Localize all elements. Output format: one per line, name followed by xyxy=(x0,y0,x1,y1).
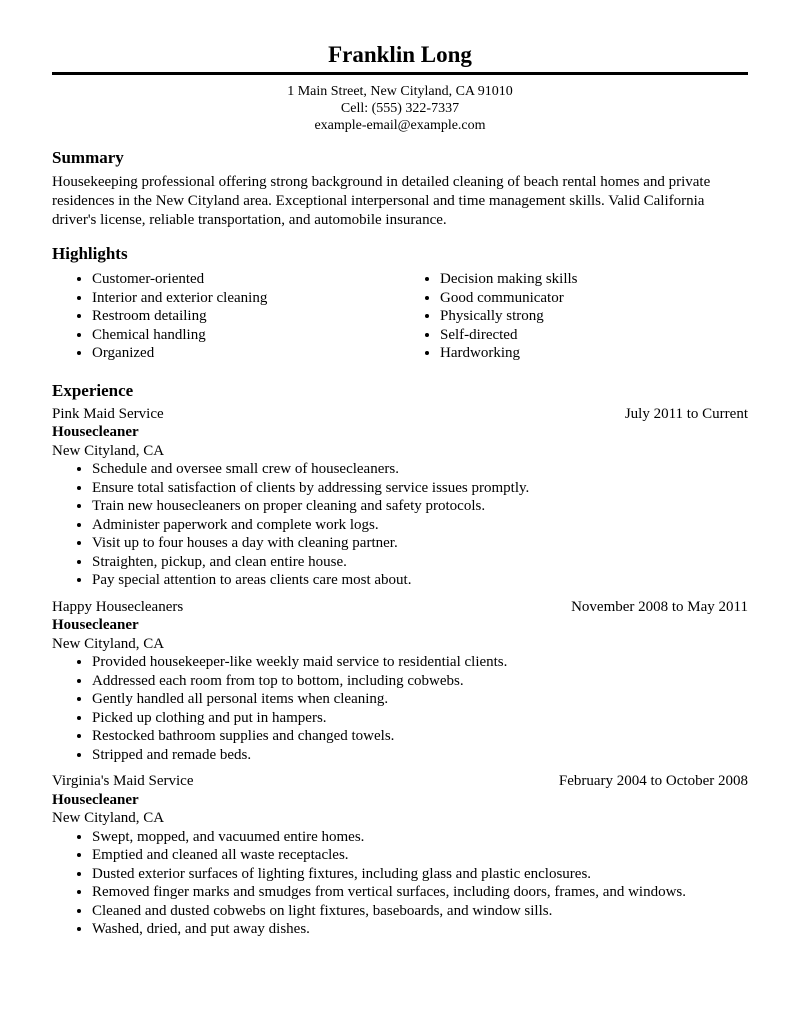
job-bullet: • Straighten, pickup, and clean entire house. xyxy=(92,553,748,572)
job-bullet-list xyxy=(52,653,748,764)
job-bullet: • Stripped and remade beds. xyxy=(92,746,748,765)
job-bullet: • Picked up clothing and put in hampers. xyxy=(92,709,748,728)
contact-block xyxy=(52,83,748,134)
highlight-item: • Self-directed xyxy=(440,326,748,345)
job-location: New Cityland, CA xyxy=(52,442,165,459)
job-entry xyxy=(52,405,748,590)
job-bullet: • Removed finger marks and smudges from vertical surfaces, including doors, frames, and windows. xyxy=(92,883,748,902)
job-company: Virginia's Maid Service xyxy=(52,773,194,790)
job-bullet: • Gently handled all personal items when cleaning. xyxy=(92,690,748,709)
summary-heading: Summary xyxy=(52,148,124,168)
job-company: Pink Maid Service xyxy=(52,405,164,422)
job-dates: July 2011 to Current xyxy=(624,405,748,422)
highlight-item: • Chemical handling xyxy=(92,326,400,345)
job-location: New Cityland, CA xyxy=(52,635,165,652)
job-dates: November 2008 to May 2011 xyxy=(571,598,748,615)
contact-email: example-email@example.com xyxy=(314,118,486,134)
job-title: Housecleaner xyxy=(52,617,139,634)
job-entry xyxy=(52,598,748,765)
experience-section xyxy=(52,381,748,939)
highlight-item: • Organized xyxy=(92,344,400,363)
highlight-item: • Hardworking xyxy=(440,344,748,363)
header-divider xyxy=(52,72,748,75)
job-bullet: • Schedule and oversee small crew of housecleaners. xyxy=(92,460,748,479)
job-bullet: • Swept, mopped, and vacuumed entire homes. xyxy=(92,828,748,847)
job-header-row xyxy=(52,598,748,617)
job-bullet: • Provided housekeeper-like weekly maid service to residential clients. xyxy=(92,653,748,672)
highlights-section xyxy=(52,244,748,367)
job-bullet: • Cleaned and dusted cobwebs on light fixtures, baseboards, and window sills. xyxy=(92,902,748,921)
job-bullet: • Restocked bathroom supplies and changed towels. xyxy=(92,727,748,746)
experience-heading: Experience xyxy=(52,380,134,400)
job-bullet: • Emptied and cleaned all waste receptacles. xyxy=(92,846,748,865)
job-bullet-list xyxy=(52,460,748,590)
summary-section xyxy=(52,148,748,229)
job-title: Housecleaner xyxy=(52,424,139,441)
job-dates: February 2004 to October 2008 xyxy=(558,773,748,790)
summary-text: Housekeeping professional offering strong background in detailed cleaning of beach rental homes and private residences in the New Cityland area. Exceptional interpersonal and time management skills. Valid California driver's license, reliable transportation, and automobile insurance. xyxy=(52,173,711,228)
job-title: Housecleaner xyxy=(52,791,139,808)
highlight-item: • Decision making skills xyxy=(440,270,748,289)
job-bullet: • Dusted exterior surfaces of lighting fixtures, including glass and plastic enclosures. xyxy=(92,865,748,884)
job-company: Happy Housecleaners xyxy=(52,598,184,615)
job-bullet: • Visit up to four houses a day with cleaning partner. xyxy=(92,534,748,553)
job-bullet: • Train new housecleaners on proper cleaning and safety protocols. xyxy=(92,497,748,516)
job-bullet-list xyxy=(52,828,748,939)
highlights-list-right xyxy=(400,270,748,363)
highlight-item: • Restroom detailing xyxy=(92,307,400,326)
job-header-row xyxy=(52,772,748,791)
highlight-item: • Interior and exterior cleaning xyxy=(92,289,400,308)
job-bullet: • Addressed each room from top to bottom, including cobwebs. xyxy=(92,672,748,691)
highlight-item: • Good communicator xyxy=(440,289,748,308)
job-bullet: • Ensure total satisfaction of clients by addressing service issues promptly. xyxy=(92,479,748,498)
job-bullet: • Administer paperwork and complete work logs. xyxy=(92,516,748,535)
highlight-item: • Physically strong xyxy=(440,307,748,326)
highlights-heading: Highlights xyxy=(52,243,128,263)
job-entry xyxy=(52,772,748,939)
job-header-row xyxy=(52,405,748,424)
contact-address: 1 Main Street, New Cityland, CA 91010 xyxy=(287,84,513,100)
resume-header xyxy=(52,42,748,134)
candidate-name: Franklin Long xyxy=(328,42,472,67)
contact-cell: Cell: (555) 322-7337 xyxy=(340,101,460,117)
job-bullet: • Washed, dried, and put away dishes. xyxy=(92,920,748,939)
job-bullet: • Pay special attention to areas clients care most about. xyxy=(92,571,748,590)
highlights-columns xyxy=(52,268,748,367)
highlight-item: • Customer-oriented xyxy=(92,270,400,289)
job-location: New Cityland, CA xyxy=(52,810,165,827)
highlights-list-left xyxy=(52,270,400,363)
